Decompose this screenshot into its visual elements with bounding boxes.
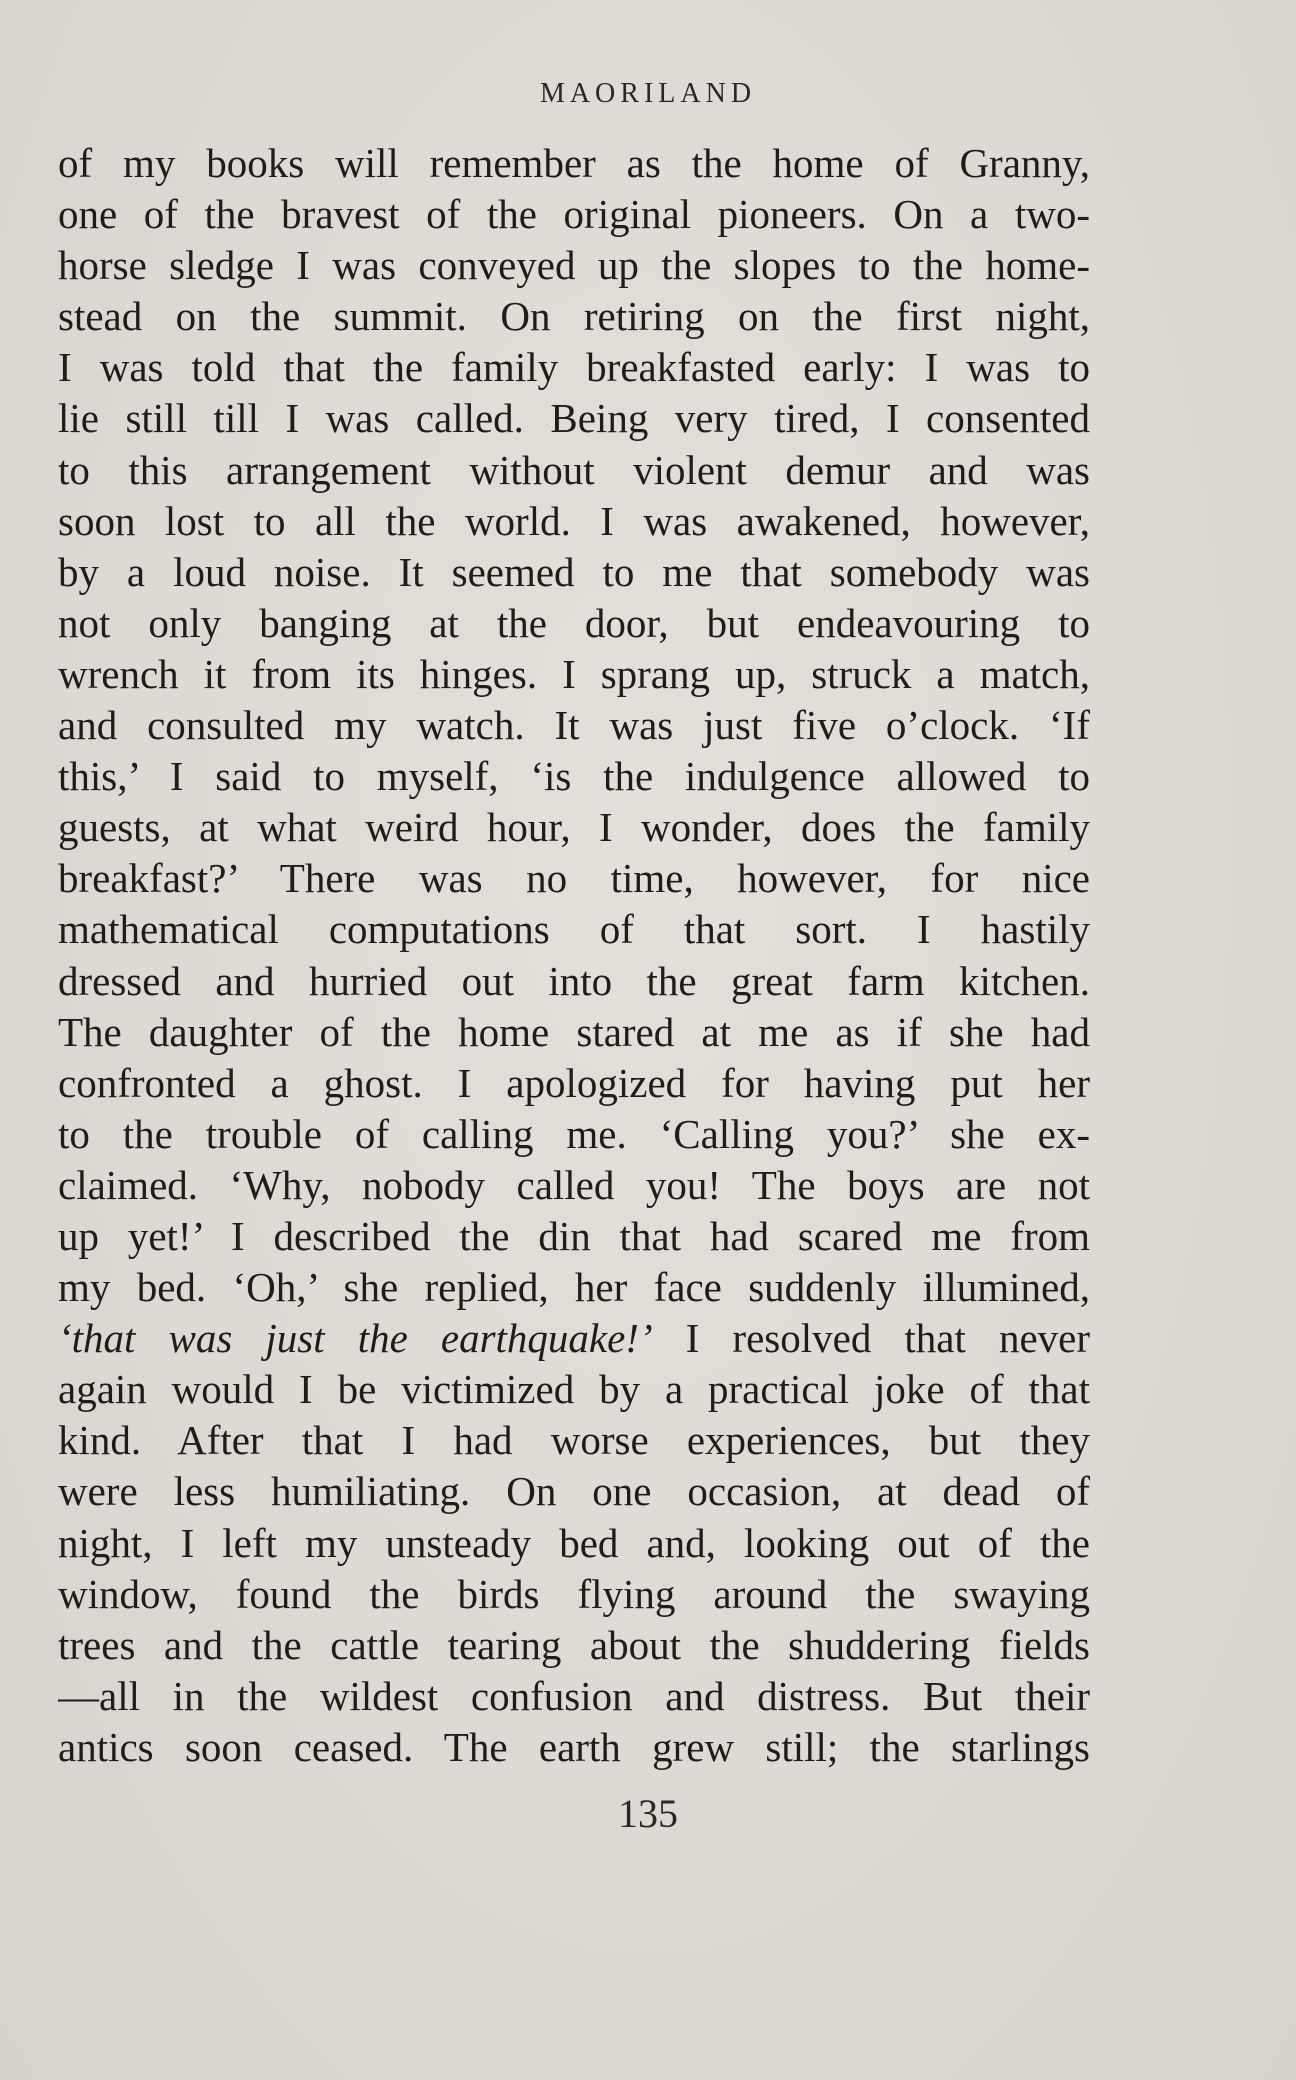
text-line: stead on the summit. On retiring on the first night, <box>58 293 1090 340</box>
text-line: lie still till I was called. Being very tired, I consented <box>58 395 1090 442</box>
text-line: trees and the cattle tearing about the shuddering fields <box>58 1621 1090 1668</box>
text-line: antics soon ceased. The earth grew still; the starlings <box>58 1723 1090 1770</box>
text-line: of my books will remember as the home of Granny, <box>58 140 1090 186</box>
text-line: window, found the birds flying around the swaying <box>58 1570 1090 1617</box>
text-line: and consulted my watch. It was just five o’clock. ‘If <box>58 702 1090 749</box>
text-line: claimed. ‘Why, nobody called you! The boys are not <box>58 1161 1090 1208</box>
text-line: The daughter of the home stared at me as if she had <box>58 1008 1090 1055</box>
text-line: —all in the wildest confusion and distress. But their <box>58 1672 1090 1719</box>
text-line: up yet!’ I described the din that had scared me from <box>58 1212 1090 1259</box>
page-number: 135 <box>618 1791 678 1836</box>
text-line: mathematical computations of that sort. I hastily <box>58 906 1090 953</box>
text-line: soon lost to all the world. I was awakened, however, <box>58 497 1090 544</box>
text-line: wrench it from its hinges. I sprang up, struck a match, <box>58 650 1090 697</box>
text-line: were less humiliating. On one occasion, at dead of <box>58 1468 1090 1515</box>
text-line: kind. After that I had worse experiences, but they <box>58 1417 1090 1464</box>
text-line: horse sledge I was conveyed up the slopes to the home- <box>58 242 1090 289</box>
text-line: to the trouble of calling me. ‘Calling you?’ she ex- <box>58 1110 1090 1157</box>
text-line: dressed and hurried out into the great farm kitchen. <box>58 957 1090 1004</box>
italic-quote: ‘that was just the earthquake!’ <box>58 1315 653 1362</box>
text-line-with-italic <box>58 1313 1090 1364</box>
body-text <box>58 138 1090 1773</box>
text-line: my bed. ‘Oh,’ she replied, her face suddenly illumined, <box>58 1264 1090 1311</box>
text-line: again would I be victimized by a practical joke of that <box>58 1366 1090 1413</box>
line-remainder: I resolved that never <box>652 1315 1090 1362</box>
text-line: not only banging at the door, but endeavouring to <box>58 599 1090 646</box>
running-head: MAORILAND <box>539 78 757 109</box>
text-line: by a loud noise. It seemed to me that somebody was <box>58 548 1090 595</box>
text-line: breakfast?’ There was no time, however, for nice <box>58 855 1090 902</box>
text-line: guests, at what weird hour, I wonder, does the family <box>58 804 1090 851</box>
text-line: this,’ I said to myself, ‘is the indulgence allowed to <box>58 753 1090 800</box>
text-line: one of the bravest of the original pioneers. On a two- <box>58 191 1090 238</box>
text-line: I was told that the family breakfasted early: I was to <box>58 344 1090 391</box>
text-line: to this arrangement without violent demur and was <box>58 446 1090 493</box>
text-line: confronted a ghost. I apologized for having put her <box>58 1059 1090 1106</box>
text-line: night, I left my unsteady bed and, looking out of the <box>58 1519 1090 1566</box>
